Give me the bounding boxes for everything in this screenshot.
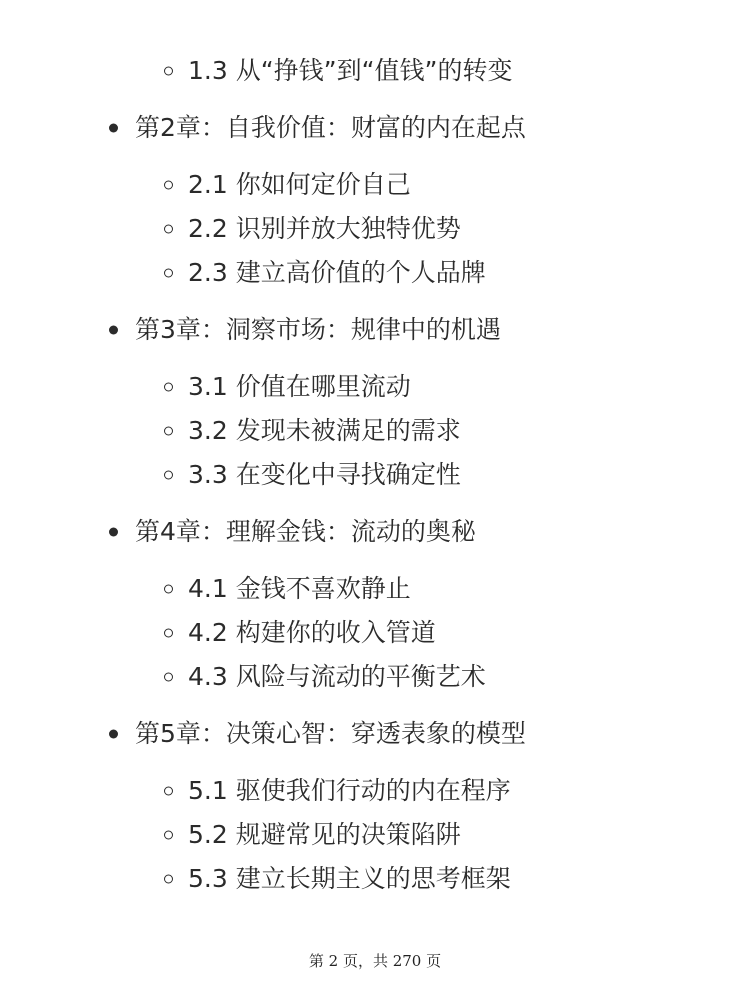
toc-chapter-3	[135, 315, 501, 345]
toc-item-text: 2.1 你如何定价自己	[188, 170, 411, 199]
toc-item-text: 3.3 在变化中寻找确定性	[188, 460, 461, 489]
toc-item-text: 4.2 构建你的收入管道	[188, 618, 436, 647]
hollow-bullet-icon	[164, 673, 173, 682]
toc-subsection-1-3	[188, 56, 513, 86]
toc-subsection-5-1	[188, 776, 511, 806]
hollow-bullet-icon	[164, 383, 173, 392]
toc-item-text: 4.3 风险与流动的平衡艺术	[188, 662, 486, 691]
toc-item-text: 第2章：自我价值：财富的内在起点	[135, 113, 526, 142]
toc-subsection-5-3	[188, 864, 511, 894]
toc-item-text: 2.3 建立高价值的个人品牌	[188, 258, 486, 287]
toc-subsection-2-2	[188, 214, 461, 244]
toc-subsection-4-3	[188, 662, 486, 692]
hollow-bullet-icon	[164, 225, 173, 234]
filled-bullet-icon	[109, 730, 118, 739]
filled-bullet-icon	[109, 528, 118, 537]
toc-subsection-3-3	[188, 460, 461, 490]
hollow-bullet-icon	[164, 787, 173, 796]
filled-bullet-icon	[109, 124, 118, 133]
toc-item-text: 4.1 金钱不喜欢静止	[188, 574, 411, 603]
toc-item-text: 5.3 建立长期主义的思考框架	[188, 864, 511, 893]
hollow-bullet-icon	[164, 427, 173, 436]
toc-item-text: 5.1 驱使我们行动的内在程序	[188, 776, 511, 805]
toc-item-text: 3.2 发现未被满足的需求	[188, 416, 461, 445]
filled-bullet-icon	[109, 326, 118, 335]
hollow-bullet-icon	[164, 831, 173, 840]
toc-subsection-2-1	[188, 170, 411, 200]
hollow-bullet-icon	[164, 629, 173, 638]
toc-subsection-4-2	[188, 618, 436, 648]
page-number-footer: 第 2 页，共 270 页	[308, 952, 442, 970]
toc-chapter-2	[135, 113, 526, 143]
toc-item-text: 1.3 从“挣钱”到“值钱”的转变	[188, 56, 513, 85]
toc-subsection-5-2	[188, 820, 461, 850]
toc-chapter-4	[135, 517, 476, 547]
hollow-bullet-icon	[164, 181, 173, 190]
toc-item-text: 第4章：理解金钱：流动的奥秘	[135, 517, 476, 546]
toc-item-text: 5.2 规避常见的决策陷阱	[188, 820, 461, 849]
toc-item-text: 第3章：洞察市场：规律中的机遇	[135, 315, 501, 344]
toc-item-text: 3.1 价值在哪里流动	[188, 372, 411, 401]
toc-subsection-4-1	[188, 574, 411, 604]
hollow-bullet-icon	[164, 875, 173, 884]
toc-chapter-5	[135, 719, 526, 749]
hollow-bullet-icon	[164, 269, 173, 278]
toc-subsection-3-1	[188, 372, 411, 402]
hollow-bullet-icon	[164, 585, 173, 594]
toc-item-text: 2.2 识别并放大独特优势	[188, 214, 461, 243]
toc-subsection-3-2	[188, 416, 461, 446]
hollow-bullet-icon	[164, 471, 173, 480]
toc-item-text: 第5章：决策心智：穿透表象的模型	[135, 719, 526, 748]
hollow-bullet-icon	[164, 67, 173, 76]
toc-subsection-2-3	[188, 258, 486, 288]
